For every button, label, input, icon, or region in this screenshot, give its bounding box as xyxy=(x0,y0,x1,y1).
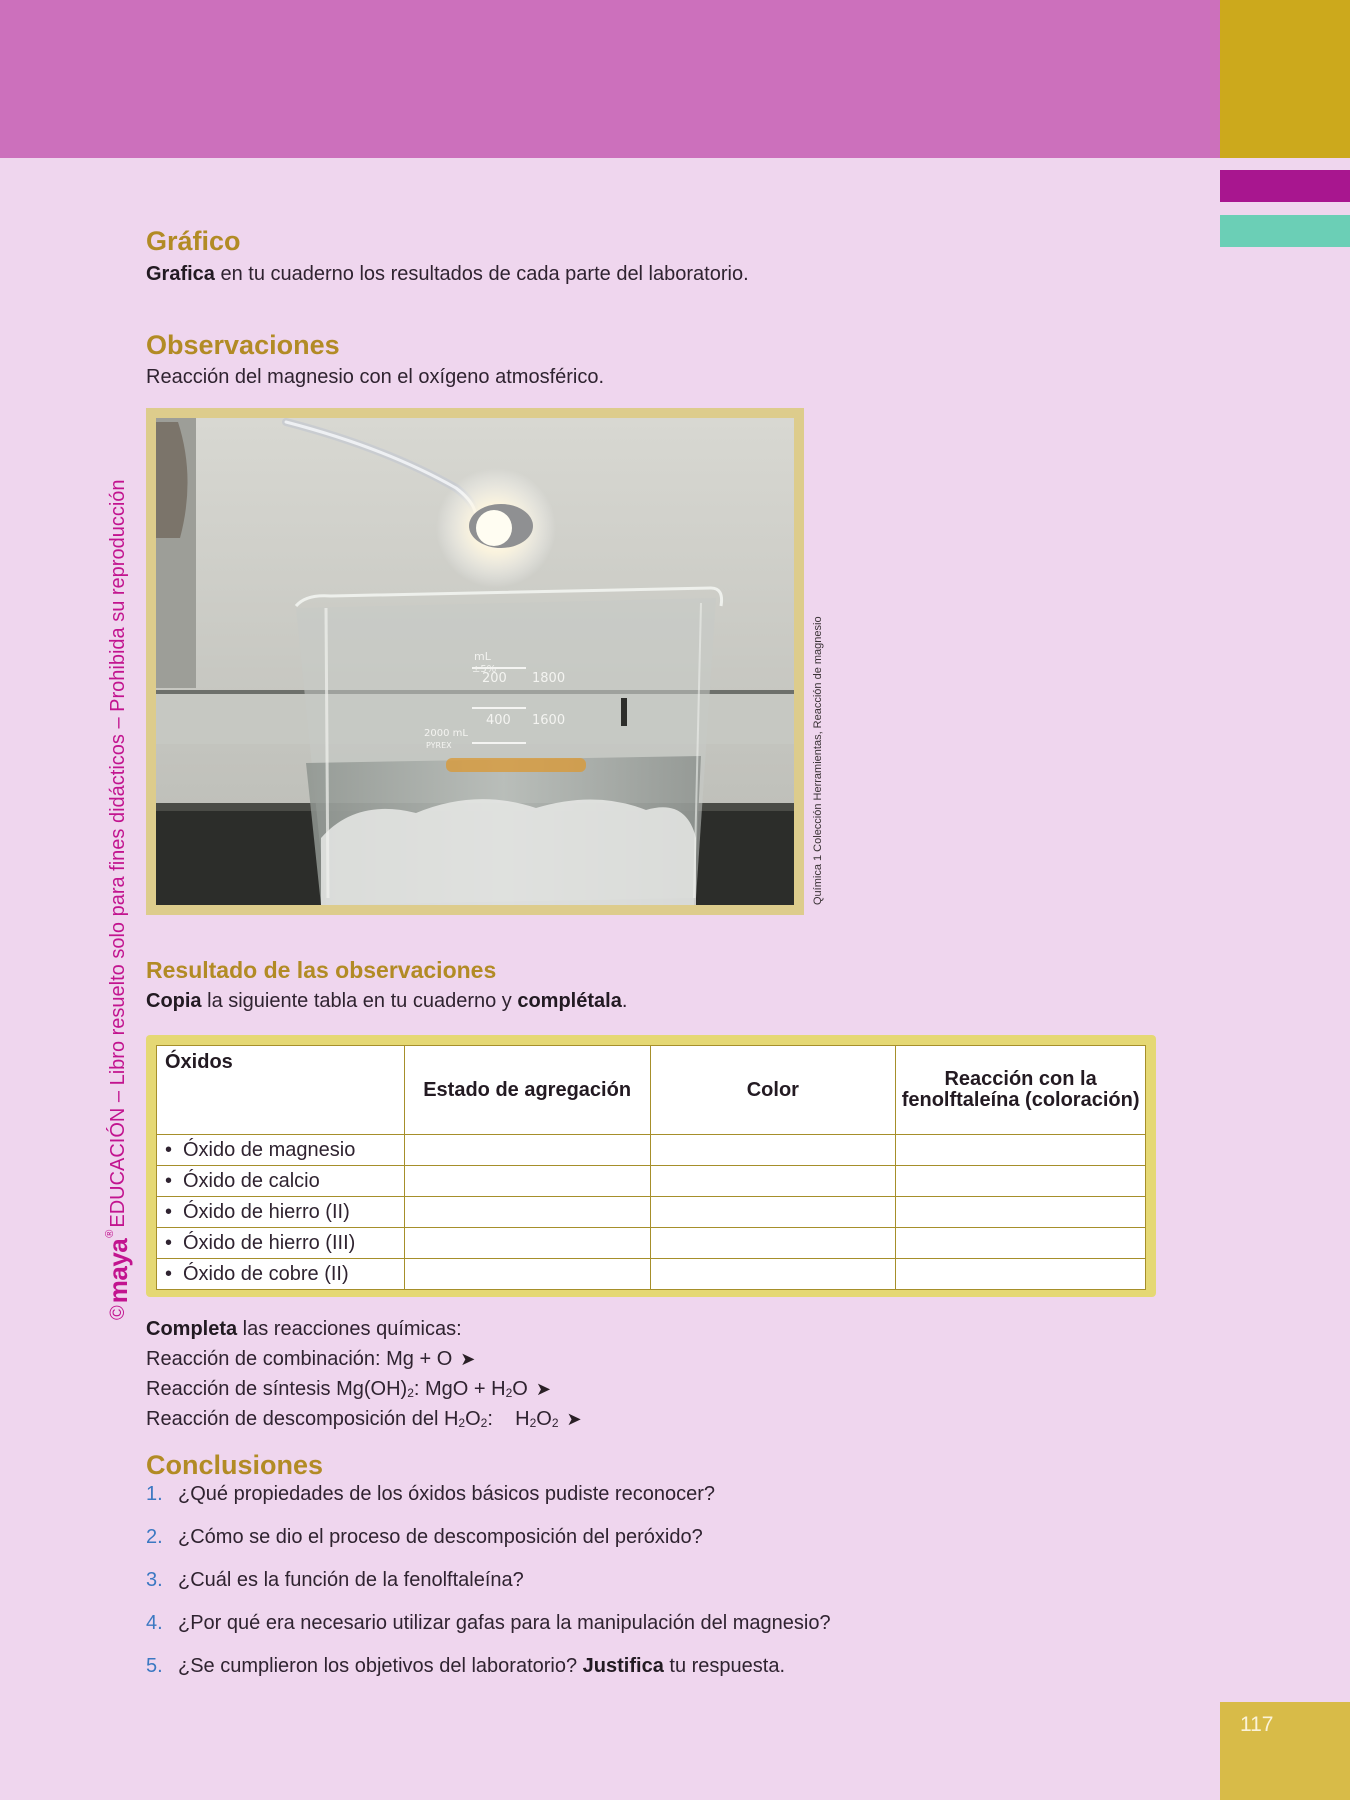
oxide-cell: • Óxido de magnesio xyxy=(157,1135,405,1166)
reaction-decomp-b: O xyxy=(465,1408,481,1430)
list-item xyxy=(146,1655,831,1698)
empty-cell xyxy=(404,1135,650,1166)
reaction-synthesis xyxy=(146,1374,582,1404)
grafico-rest: en tu cuaderno los resultados de cada parte del laboratorio. xyxy=(214,263,749,285)
list-item xyxy=(146,1569,831,1612)
magnesium-beaker-photo xyxy=(156,418,794,905)
table-row xyxy=(157,1259,1146,1290)
empty-cell xyxy=(896,1166,1146,1197)
oxide-name: Óxido de magnesio xyxy=(183,1138,356,1161)
table-row xyxy=(157,1228,1146,1259)
empty-cell xyxy=(896,1135,1146,1166)
registered-mark: ® xyxy=(104,1229,116,1238)
table-row xyxy=(157,1197,1146,1228)
question-text: ¿Cuál es la función de la fenolftaleína? xyxy=(178,1569,524,1591)
copyright-text: EDUCACIÓN – Libro resuelto solo para fines didácticos – Prohibida su reproducción xyxy=(106,479,129,1228)
empty-cell xyxy=(650,1135,896,1166)
oxide-cell: • Óxido de hierro (III) xyxy=(157,1228,405,1259)
empty-cell xyxy=(404,1166,650,1197)
beaker-mark-ml: mL xyxy=(474,650,491,663)
empty-cell xyxy=(650,1166,896,1197)
table-row xyxy=(157,1166,1146,1197)
copia-bold: Copia xyxy=(146,990,202,1012)
header-band xyxy=(0,0,1220,158)
empty-cell xyxy=(896,1228,1146,1259)
list-item xyxy=(146,1612,831,1655)
arrow-icon: ➤ xyxy=(566,1409,582,1429)
table-header-row xyxy=(157,1046,1146,1135)
header-estado: Estado de agregación xyxy=(404,1046,650,1135)
observaciones-heading: Observaciones xyxy=(146,330,340,360)
section-tab-magenta xyxy=(1220,170,1350,202)
empty-cell xyxy=(404,1259,650,1290)
copyright-symbol: © xyxy=(106,1305,129,1320)
subscript: 2 xyxy=(480,1416,488,1430)
grafico-heading: Gráfico xyxy=(146,226,241,256)
beaker-mark-2000: 2000 mL xyxy=(424,728,468,739)
subscript: 2 xyxy=(407,1386,414,1400)
question-tail: tu respuesta. xyxy=(663,1655,786,1677)
completala-bold: complétala xyxy=(517,990,622,1012)
empty-cell xyxy=(404,1197,650,1228)
justifica-bold: Justifica xyxy=(582,1655,664,1677)
section-tab-teal xyxy=(1220,215,1350,247)
oxide-cell: • Óxido de calcio xyxy=(157,1166,405,1197)
oxide-name: Óxido de calcio xyxy=(183,1169,320,1192)
beaker-mark-200: 200 xyxy=(482,671,507,686)
resultado-text xyxy=(146,990,627,1013)
photo-credit: Química 1 Colección Herramientas, Reacción de magnesio xyxy=(812,616,824,905)
empty-cell xyxy=(896,1197,1146,1228)
subscript: 2 xyxy=(529,1416,537,1430)
question-text: ¿Se cumplieron los objetivos del laboratorio? xyxy=(178,1655,583,1677)
question-text: ¿Qué propiedades de los óxidos básicos pudiste reconocer? xyxy=(178,1483,715,1505)
empty-cell xyxy=(896,1259,1146,1290)
completa-bold: Completa xyxy=(146,1318,238,1340)
observaciones-text: Reacción del magnesio con el oxígeno atmosférico. xyxy=(146,366,605,388)
reactions-block xyxy=(146,1314,582,1434)
list-item xyxy=(146,1483,831,1526)
photo-frame xyxy=(146,408,804,915)
question-number: 5. xyxy=(146,1655,163,1677)
resultado-mid: la siguiente tabla en tu cuaderno y xyxy=(201,990,518,1012)
empty-cell xyxy=(650,1228,896,1259)
question-number: 1. xyxy=(146,1483,163,1505)
page-number: 117 xyxy=(1240,1713,1274,1736)
arrow-icon: ➤ xyxy=(460,1349,476,1369)
empty-cell xyxy=(650,1259,896,1290)
oxides-table-frame xyxy=(146,1035,1156,1297)
question-number: 4. xyxy=(146,1612,163,1634)
reaction-synthesis-c: O xyxy=(512,1378,528,1400)
brand-logo: maya xyxy=(102,1238,133,1304)
reactions-intro xyxy=(146,1314,582,1344)
table-row xyxy=(157,1135,1146,1166)
reaction-combination xyxy=(146,1344,582,1374)
empty-cell xyxy=(404,1228,650,1259)
oxide-cell: • Óxido de hierro (II) xyxy=(157,1197,405,1228)
grafico-text xyxy=(146,263,749,286)
reaction-combination-text: Reacción de combinación: Mg + O xyxy=(146,1348,453,1370)
oxide-name: Óxido de cobre (II) xyxy=(183,1262,349,1285)
arrow-icon: ➤ xyxy=(535,1379,551,1399)
oxide-cell: • Óxido de cobre (II) xyxy=(157,1259,405,1290)
beaker-mark-400: 400 xyxy=(486,713,511,728)
resultado-heading: Resultado de las observaciones xyxy=(146,957,497,983)
subscript: 2 xyxy=(458,1416,466,1430)
copyright-sidebar xyxy=(100,460,136,1320)
resultado-end: . xyxy=(621,990,628,1012)
oxides-table xyxy=(156,1045,1146,1290)
beaker-mark-pyrex: PYREX xyxy=(426,741,452,750)
reaction-synthesis-b: : MgO + H xyxy=(413,1378,506,1400)
reaction-decomp-d: O xyxy=(536,1408,552,1430)
conclusiones-heading: Conclusiones xyxy=(146,1450,324,1480)
question-text: ¿Por qué era necesario utilizar gafas para la manipulación del magnesio? xyxy=(178,1612,831,1634)
reaction-decomp-c: : H xyxy=(487,1408,530,1430)
reaction-decomposition xyxy=(146,1404,582,1434)
header-fenolftaleina: Reacción con la fenolftaleína (coloración) xyxy=(896,1046,1146,1135)
list-item xyxy=(146,1526,831,1569)
conclusions-list xyxy=(146,1483,831,1698)
oxide-name: Óxido de hierro (II) xyxy=(183,1200,350,1223)
empty-cell xyxy=(650,1197,896,1228)
grafico-bold: Grafica xyxy=(146,263,215,285)
subscript: 2 xyxy=(551,1416,559,1430)
question-number: 3. xyxy=(146,1569,163,1591)
oxide-name: Óxido de hierro (III) xyxy=(183,1231,356,1254)
question-number: 2. xyxy=(146,1526,163,1548)
question-text: ¿Cómo se dio el proceso de descomposición del peróxido? xyxy=(178,1526,703,1548)
beaker-mark-1800: 1800 xyxy=(532,671,566,686)
corner-tab xyxy=(1220,0,1350,158)
beaker-mark-1600: 1600 xyxy=(532,713,566,728)
header-oxidos: Óxidos xyxy=(157,1046,405,1135)
reaction-synthesis-a: Reacción de síntesis Mg(OH) xyxy=(146,1378,408,1400)
header-color: Color xyxy=(650,1046,896,1135)
reaction-decomp-a: Reacción de descomposición del H xyxy=(146,1408,459,1430)
subscript: 2 xyxy=(505,1386,513,1400)
beaker-mark-pct: ±5% xyxy=(472,664,497,675)
reactions-intro-text: las reacciones químicas: xyxy=(237,1318,462,1340)
